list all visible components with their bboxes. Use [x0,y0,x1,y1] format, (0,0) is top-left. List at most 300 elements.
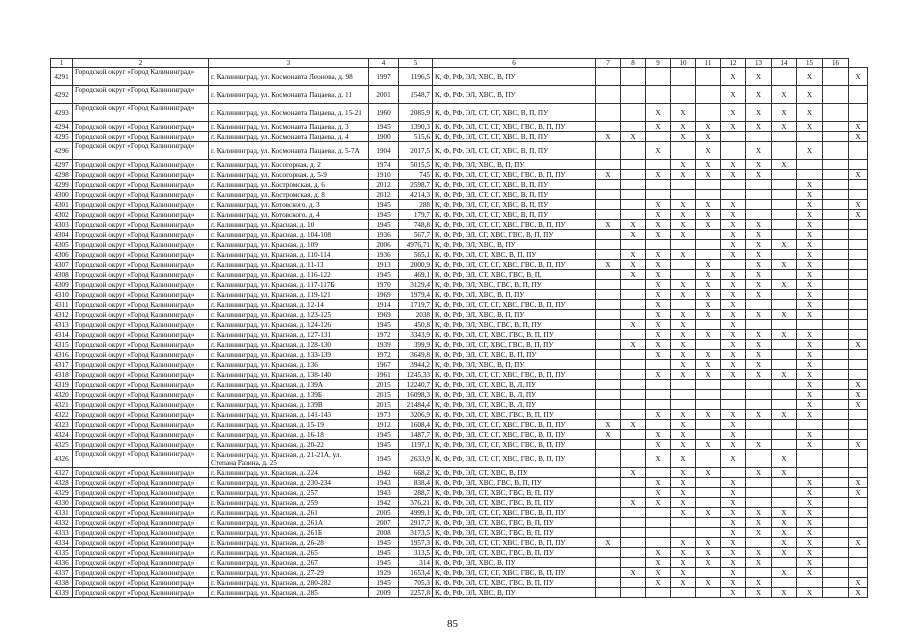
owner-cell: Городской округ «Город Калининград» [73,330,209,340]
column-number: 12 [721,59,746,68]
area-cell: 3343,9 [399,330,433,340]
year-cell: 2009 [369,588,399,598]
mark-cell: X [797,250,823,260]
mark-cell: X [696,360,721,370]
systems-cell: К, Ф, РФ, ЭЛ, СТ, ХВС, ГВС, В, П, ПУ [433,330,596,340]
table-row [51,160,868,170]
address-cell: г. Калининград, ул. Красная, д. 261 [209,508,369,518]
mark-cell: X [646,270,671,280]
address-cell: г. Калининград, ул. Красная, д. 16-18 [209,430,369,440]
mark-cell [621,330,646,340]
mark-cell [823,86,849,104]
row-number: 4309 [51,280,73,290]
mark-cell [621,508,646,518]
mark-cell [596,310,621,320]
mark-cell [596,180,621,190]
systems-cell: К, Ф, РФ, ЭЛ, ХВС, В, ПУ [433,558,596,568]
owner-cell: Городской округ «Город Калининград» [73,142,209,160]
row-number: 4333 [51,528,73,538]
row-number: 4291 [51,68,73,86]
mark-cell [849,508,868,518]
mark-cell: X [849,122,868,132]
mark-cell: X [797,310,823,320]
mark-cell: X [849,170,868,180]
address-cell: г. Калининград, ул. Красная, д. 128-130 [209,340,369,350]
mark-cell: X [646,220,671,230]
systems-cell: К, Ф, РФ, ЭЛ, ХВС, В, П, ПУ [433,310,596,320]
owner-cell: Городской округ «Город Калининград» [73,320,209,330]
systems-cell: К, Ф, РФ, ЭЛ, СТ, СГ, ХВС, ГВС, В, П, ПУ [433,260,596,270]
address-cell: г. Калининград, ул. Красная, д. 104-108 [209,230,369,240]
mark-cell: X [671,538,696,548]
mark-cell: X [696,300,721,310]
area-cell: 2633,9 [399,450,433,468]
column-number-row [51,59,868,68]
mark-cell [772,68,797,86]
owner-cell: Городской округ «Город Калининград» [73,380,209,390]
year-cell: 2005 [369,508,399,518]
mark-cell [621,488,646,498]
mark-cell [696,68,721,86]
table-row [51,86,868,104]
owner-cell: Городской округ «Город Калининград» [73,588,209,598]
mark-cell [746,400,772,410]
mark-cell: X [797,330,823,340]
mark-cell [646,190,671,200]
owner-cell: Городской округ «Город Калининград» [73,340,209,350]
row-number: 4295 [51,132,73,142]
mark-cell: X [721,122,746,132]
owner-cell: Городской округ «Город Калининград» [73,578,209,588]
mark-cell [772,478,797,488]
mark-cell: X [849,132,868,142]
mark-cell: X [797,280,823,290]
year-cell: 2015 [369,400,399,410]
mark-cell: X [621,420,646,430]
mark-cell: X [721,370,746,380]
mark-cell: X [671,170,696,180]
owner-cell: Городской округ «Город Калининград» [73,220,209,230]
mark-cell [671,240,696,250]
owner-cell: Городской округ «Город Калининград» [73,190,209,200]
mark-cell: X [746,260,772,270]
mark-cell: X [696,310,721,320]
year-cell: 1943 [369,478,399,488]
mark-cell [596,498,621,508]
table-row [51,390,868,400]
owner-cell: Городской округ «Город Калининград» [73,104,209,122]
mark-cell: X [696,200,721,210]
mark-cell: X [646,488,671,498]
mark-cell: X [849,488,868,498]
owner-cell: Городской округ «Город Калининград» [73,260,209,270]
mark-cell [596,320,621,330]
row-number: 4299 [51,180,73,190]
table-row [51,330,868,340]
table-row [51,440,868,450]
mark-cell [746,430,772,440]
mark-cell [596,210,621,220]
mark-cell [646,468,671,478]
year-cell: 1936 [369,230,399,240]
systems-cell: К, Ф, РФ, ЭЛ, ХВС, В, ПУ [433,588,596,598]
address-cell: г. Калининград, ул. Красная, д. 230-234 [209,478,369,488]
year-cell: 2001 [369,86,399,104]
column-number: 11 [696,59,721,68]
mark-cell: X [797,68,823,86]
mark-cell [823,538,849,548]
mark-cell: X [696,558,721,568]
column-number: 16 [823,59,849,68]
row-number: 4307 [51,260,73,270]
table-row [51,320,868,330]
row-number: 4311 [51,300,73,310]
mark-cell [646,132,671,142]
table-row [51,518,868,528]
table-row [51,350,868,360]
mark-cell: X [772,104,797,122]
area-cell: 1957,3 [399,538,433,548]
mark-cell: X [772,508,797,518]
mark-cell [849,300,868,310]
mark-cell: X [849,68,868,86]
mark-cell: X [671,430,696,440]
year-cell: 1967 [369,360,399,370]
address-cell: г. Калининград, ул. Космонавта Пацаева, д. 5-7А [209,142,369,160]
mark-cell [746,300,772,310]
mark-cell: X [671,250,696,260]
mark-cell: X [646,210,671,220]
mark-cell: X [671,122,696,132]
systems-cell: К, Ф, РФ, ЭЛ, СТ, ХВС, В, ПУ [433,468,596,478]
mark-cell [823,320,849,330]
year-cell: 1939 [369,340,399,350]
mark-cell [671,260,696,270]
mark-cell [621,240,646,250]
mark-cell: X [797,370,823,380]
systems-cell: К, Ф, РФ, ЭЛ, СТ, СГ, ХВС, ГВС, В, П, ПУ [433,450,596,468]
year-cell: 1945 [369,220,399,230]
mark-cell [646,588,671,598]
systems-cell: К, Ф, РФ, ЭЛ, ХВС, ГВС, В, П, ПУ [433,320,596,330]
mark-cell: X [746,528,772,538]
year-cell: 2006 [369,240,399,250]
mark-cell [849,430,868,440]
year-cell: 1936 [369,250,399,260]
mark-cell [823,300,849,310]
mark-cell: X [621,260,646,270]
mark-cell: X [721,420,746,430]
mark-cell: X [671,410,696,420]
row-number: 4331 [51,508,73,518]
mark-cell: X [646,290,671,300]
mark-cell [621,360,646,370]
year-cell: 1904 [369,142,399,160]
mark-cell: X [797,538,823,548]
row-number: 4305 [51,240,73,250]
mark-cell: X [696,122,721,132]
owner-cell: Городской округ «Город Калининград» [73,400,209,410]
row-number: 4328 [51,478,73,488]
mark-cell [772,498,797,508]
mark-cell [596,468,621,478]
mark-cell: X [721,160,746,170]
mark-cell: X [671,548,696,558]
row-number: 4301 [51,200,73,210]
mark-cell: X [772,588,797,598]
systems-cell: К, Ф, РФ, ЭЛ, СТ, ХВС, ГВС, В, П, ПУ [433,410,596,420]
row-number: 4339 [51,588,73,598]
mark-cell: X [746,440,772,450]
mark-cell [721,142,746,160]
mark-cell: X [721,320,746,330]
mark-cell [823,518,849,528]
mark-cell: X [721,280,746,290]
mark-cell [823,420,849,430]
systems-cell: К, Ф, РФ, ЭЛ, СТ, СГ, ХВС, ГВС, В, П, ПУ [433,122,596,132]
mark-cell: X [797,410,823,420]
mark-cell: X [696,270,721,280]
mark-cell: X [721,588,746,598]
systems-cell: К, Ф, РФ, ЭЛ, ХВС, В, ПУ [433,240,596,250]
year-cell: 1997 [369,68,399,86]
mark-cell: X [721,300,746,310]
owner-cell: Городской округ «Город Калининград» [73,528,209,538]
area-cell: 565,1 [399,250,433,260]
mark-cell: X [721,200,746,210]
mark-cell [772,400,797,410]
mark-cell: X [797,488,823,498]
mark-cell [823,260,849,270]
mark-cell [696,420,721,430]
mark-cell [823,360,849,370]
area-cell: 288,7 [399,488,433,498]
mark-cell [823,170,849,180]
mark-cell [849,230,868,240]
mark-cell: X [646,260,671,270]
row-number: 4326 [51,450,73,468]
mark-cell: X [746,280,772,290]
owner-cell: Городской округ «Город Калининград» [73,410,209,420]
column-number: 4 [369,59,399,68]
address-cell: г. Калининград, ул. Красная, д. 27-29 [209,568,369,578]
owner-cell: Городской округ «Город Калининград» [73,350,209,360]
mark-cell: X [721,340,746,350]
mark-cell: X [671,330,696,340]
mark-cell: X [797,568,823,578]
mark-cell [646,508,671,518]
mark-cell [621,180,646,190]
mark-cell [849,180,868,190]
area-cell: 16098,3 [399,390,433,400]
owner-cell: Городской округ «Город Калининград» [73,430,209,440]
mark-cell: X [721,410,746,420]
mark-cell: X [797,104,823,122]
mark-cell [849,270,868,280]
mark-cell [849,450,868,468]
row-number: 4330 [51,498,73,508]
year-cell: 1961 [369,370,399,380]
row-number: 4317 [51,360,73,370]
row-number: 4332 [51,518,73,528]
page-number: 85 [447,618,458,630]
mark-cell [621,104,646,122]
mark-cell: X [772,122,797,132]
row-number: 4315 [51,340,73,350]
mark-cell [696,240,721,250]
column-number: 14 [772,59,797,68]
owner-cell: Городской округ «Город Калининград» [73,210,209,220]
systems-cell: К, Ф, РФ, ЭЛ, СТ, СГ, ХВС, ГВС, В, П, ПУ [433,220,596,230]
mark-cell [849,350,868,360]
table-body [51,59,868,598]
row-number: 4292 [51,86,73,104]
year-cell: 1945 [369,122,399,132]
address-cell: г. Калининград, ул. Космонавта Пацаева, д. 15-21 [209,104,369,122]
owner-cell: Городской округ «Город Калининград» [73,132,209,142]
mark-cell: X [797,290,823,300]
mark-cell [596,340,621,350]
mark-cell: X [621,220,646,230]
area-cell: 2257,8 [399,588,433,598]
table-row [51,360,868,370]
owner-cell: Городской округ «Город Калининград» [73,508,209,518]
mark-cell [596,86,621,104]
mark-cell [849,142,868,160]
mark-cell: X [772,160,797,170]
mark-cell [621,280,646,290]
mark-cell [646,420,671,430]
mark-cell: X [797,122,823,132]
mark-cell: X [721,360,746,370]
mark-cell: X [746,518,772,528]
address-cell: г. Калининград, ул. Красная, д. 267 [209,558,369,568]
systems-cell: К, Ф, РФ, ЭЛ, ХВС, В, П, ПУ [433,290,596,300]
mark-cell [696,86,721,104]
mark-cell [797,170,823,180]
mark-cell: X [797,400,823,410]
systems-cell: К, Ф, РФ, ЭЛ, СТ, ХВС, В, Л, ПУ [433,380,596,390]
mark-cell: X [696,220,721,230]
mark-cell: X [621,230,646,240]
mark-cell [746,498,772,508]
mark-cell [596,190,621,200]
mark-cell [772,270,797,280]
column-number: 8 [621,59,646,68]
table-row [51,270,868,280]
area-cell: 4999,1 [399,508,433,518]
systems-cell: К, Ф, РФ, ЭЛ, ХВС, ГВС, В, П, ПУ [433,280,596,290]
systems-cell: К, Ф, РФ, ЭЛ, СГ, ХВС, ГВС, В, П, ПУ [433,230,596,240]
mark-cell [671,390,696,400]
owner-cell: Городской округ «Город Калининград» [73,170,209,180]
address-cell: г. Калининград, ул. Красная, д. 261А [209,518,369,528]
mark-cell: X [696,538,721,548]
mark-cell: X [772,518,797,528]
mark-cell: X [671,210,696,220]
address-cell: г. Калининград, ул. Красная, д. 139Б [209,390,369,400]
mark-cell [797,420,823,430]
year-cell: 1945 [369,450,399,468]
mark-cell [721,468,746,478]
mark-cell: X [696,170,721,180]
mark-cell [772,190,797,200]
mark-cell: X [746,142,772,160]
mark-cell: X [721,220,746,230]
mark-cell: X [646,230,671,240]
mark-cell: X [746,160,772,170]
address-cell: г. Калининград, ул. Красная, д. 141-143 [209,410,369,420]
row-number: 4308 [51,270,73,280]
mark-cell: X [797,190,823,200]
mark-cell: X [797,230,823,240]
column-number: 10 [671,59,696,68]
row-number: 4296 [51,142,73,160]
mark-cell: X [746,310,772,320]
owner-cell: Городской округ «Город Калининград» [73,250,209,260]
mark-cell [671,518,696,528]
mark-cell: X [696,410,721,420]
mark-cell [696,320,721,330]
mark-cell [621,200,646,210]
mark-cell: X [797,548,823,558]
mark-cell: X [721,170,746,180]
mark-cell [596,68,621,86]
area-cell: 1197,1 [399,440,433,450]
mark-cell: X [696,142,721,160]
mark-cell: X [596,132,621,142]
mark-cell: X [849,538,868,548]
mark-cell [746,478,772,488]
mark-cell [596,450,621,468]
mark-cell [849,468,868,478]
year-cell: 1912 [369,420,399,430]
owner-cell: Городской округ «Город Калининград» [73,300,209,310]
mark-cell: X [721,498,746,508]
mark-cell: X [671,340,696,350]
mark-cell: X [746,370,772,380]
table-row [51,538,868,548]
address-cell: г. Калининград, ул. Красная, д. 116-122 [209,270,369,280]
mark-cell [646,360,671,370]
mark-cell: X [646,430,671,440]
row-number: 4323 [51,420,73,430]
owner-cell: Городской округ «Город Калининград» [73,180,209,190]
mark-cell [849,160,868,170]
row-number: 4322 [51,410,73,420]
mark-cell [696,340,721,350]
area-cell: 1487,7 [399,430,433,440]
mark-cell: X [746,548,772,558]
mark-cell [646,160,671,170]
mark-cell [621,68,646,86]
mark-cell [721,180,746,190]
mark-cell: X [646,104,671,122]
owner-cell: Городской округ «Город Калининград» [73,450,209,468]
area-cell: 3129,4 [399,280,433,290]
mark-cell: X [646,440,671,450]
systems-cell: К, Ф, РФ, ЭЛ, СТ, СГ, ХВС, ГВС, В, П, ПУ [433,300,596,310]
mark-cell [646,180,671,190]
mark-cell [772,360,797,370]
mark-cell: X [646,350,671,360]
mark-cell: X [721,508,746,518]
mark-cell [823,430,849,440]
mark-cell: X [772,310,797,320]
mark-cell [596,558,621,568]
mark-cell: X [721,86,746,104]
mark-cell [671,588,696,598]
